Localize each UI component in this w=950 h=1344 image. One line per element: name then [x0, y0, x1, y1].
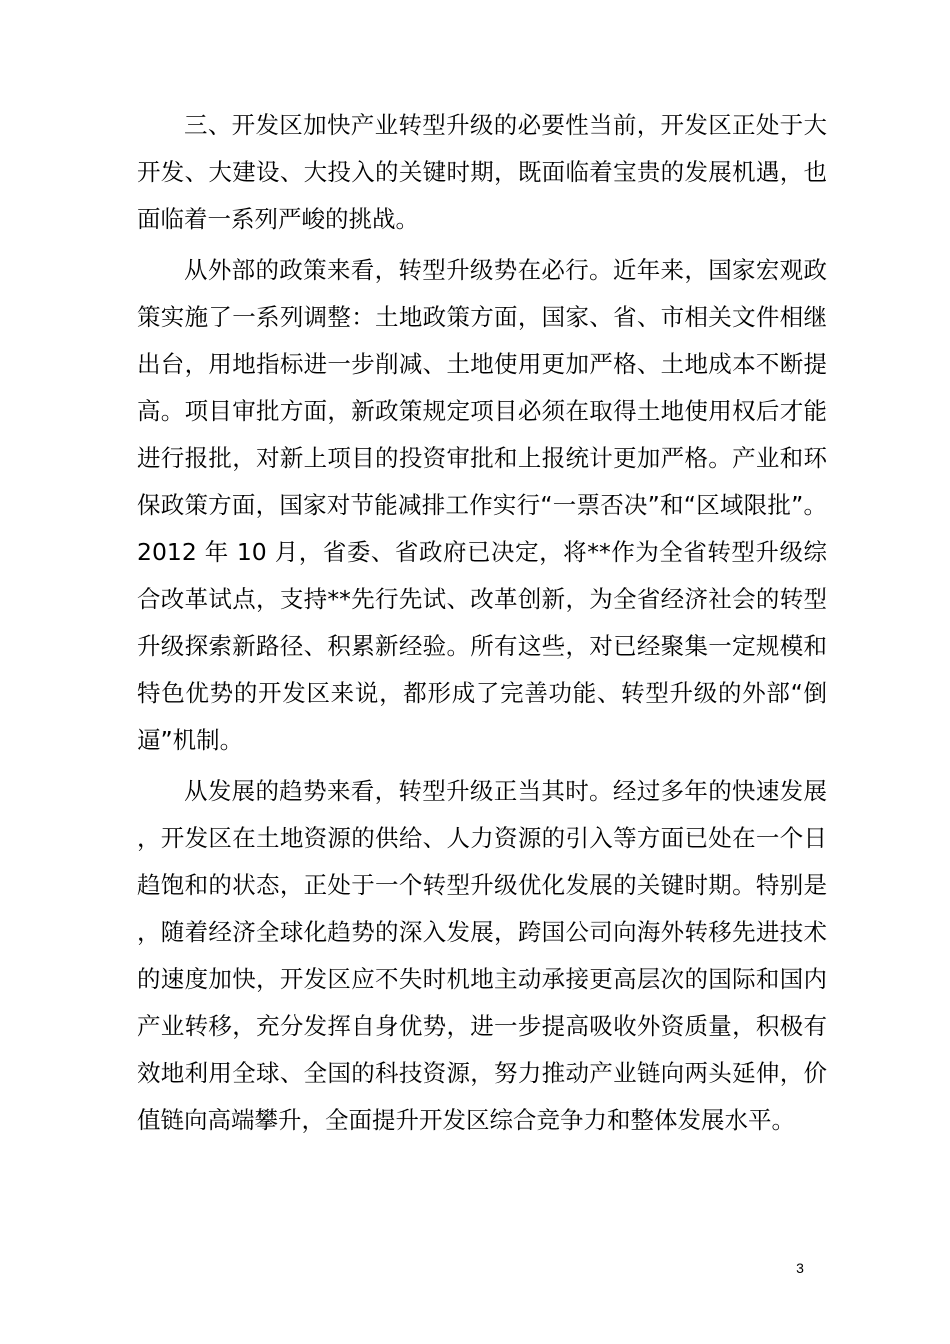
page-number: 3 — [796, 1260, 804, 1276]
document-body — [137, 102, 827, 1144]
paragraph-development-trend: 从发展的趋势来看，转型升级正当其时。经过多年的快速发展，开发区在土地资源的供给、人力资源的引入等方面已处在一个日趋饱和的状态，正处于一个转型升级优化发展的关键时期。特别是，随着经济全球化趋势的深入发展，跨国公司向海外转移先进技术的速度加快，开发区应不失时机地主动承接更高层次的国际和国内产业转移，充分发挥自身优势，进一步提高吸收外资质量，积极有效地利用全球、全国的科技资源，努力推动产业链向两头延伸，价值链向高端攀升，全面提升开发区综合竞争力和整体发展水平。 — [137, 777, 827, 1134]
paragraph-external-policy: 从外部的政策来看，转型升级势在必行。近年来，国家宏观政策实施了一系列调整：土地政策方面，国家、省、市相关文件相继出台，用地指标进一步削减、土地使用更加严格、土地成本不断提高。项目审批方面，新政策规定项目必须在取得土地使用权后才能进行报批，对新上项目的投资审批和上报统计更加严格。产业和环保政策方面，国家对节能减排工作实行“一票否决”和“区域限批”。2012 年 10 月，省委、省政府已决定，将**作为全省转型升级综合改革试点，支持**先行先试、改革创新，为全省经济社会的转型升级探索新路径、积累新经验。所有这些，对已经聚集一定规模和特色优势的开发区来说，都形成了完善功能、转型升级的外部“倒逼”机制。 — [137, 256, 827, 754]
paragraph-necessity-intro: 三、开发区加快产业转型升级的必要性当前，开发区正处于大开发、大建设、大投入的关键时期，既面临着宝贵的发展机遇，也面临着一系列严峻的挑战。 — [137, 111, 827, 233]
